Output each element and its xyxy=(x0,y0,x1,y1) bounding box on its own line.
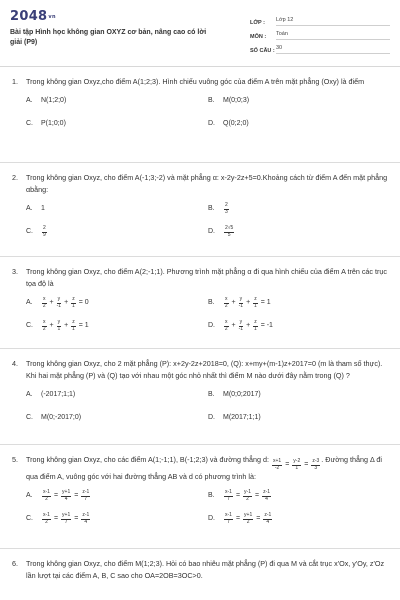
numerator: y+1 xyxy=(62,489,71,495)
denominator: -1 xyxy=(238,302,244,309)
numerator: x xyxy=(225,296,228,302)
title-line-1: Bài tập Hình học không gian OXYZ cơ bản, nâng cao có lời xyxy=(10,29,207,36)
line-d-equation xyxy=(271,459,321,471)
option-c[interactable] xyxy=(26,320,208,332)
line-equation xyxy=(223,490,272,502)
option-text: M(0;0;2017) xyxy=(223,391,261,398)
option-c[interactable] xyxy=(26,118,208,130)
answer-options xyxy=(26,297,390,332)
numerator: x-1 xyxy=(43,489,50,495)
denominator: 7 xyxy=(227,518,230,525)
denominator: 7 xyxy=(227,495,230,502)
question-text: Trong không gian Oxyz,cho điểm A(1;2;3). Hình chiếu vuông góc của điểm A trên mặt phẳng (Oxy) là điểm xyxy=(26,77,365,86)
operator: = xyxy=(74,515,79,522)
fraction xyxy=(42,490,51,502)
denominator: 9 xyxy=(43,231,46,238)
option-d[interactable] xyxy=(208,226,390,238)
fraction xyxy=(42,320,47,332)
meta-value: Toán xyxy=(276,31,390,40)
equation-rhs: = 1 xyxy=(78,322,89,329)
denominator: 4 xyxy=(64,495,68,502)
line-equation xyxy=(223,513,273,525)
numerator: z-3 xyxy=(312,458,320,464)
equation-rhs: = 0 xyxy=(78,299,89,306)
denominator: 2 xyxy=(42,325,46,332)
meta-key: MÔN : xyxy=(250,34,267,40)
fraction xyxy=(42,297,47,309)
logo-text: 2048 xyxy=(10,9,48,24)
fraction xyxy=(292,459,301,471)
option-c[interactable] xyxy=(26,412,208,424)
fraction xyxy=(272,459,282,471)
question-5 xyxy=(10,445,390,548)
option-label: D. xyxy=(208,120,215,127)
option-label: A. xyxy=(26,492,33,499)
question-1 xyxy=(10,67,390,162)
plane-equation xyxy=(41,320,91,332)
option-label: D. xyxy=(208,414,215,421)
fraction xyxy=(224,297,229,309)
operator: + xyxy=(49,322,54,329)
option-a[interactable] xyxy=(26,389,208,401)
question-number: 6. xyxy=(12,559,18,568)
denominator: 2 xyxy=(45,518,48,525)
denominator: 1 xyxy=(254,302,257,309)
option-label: B. xyxy=(208,299,215,306)
option-label: A. xyxy=(26,391,33,398)
fraction xyxy=(239,320,244,332)
numerator: y xyxy=(239,319,243,325)
fraction xyxy=(311,459,320,471)
numerator: x xyxy=(43,296,46,302)
option-label: B. xyxy=(208,97,215,104)
numerator: y+1 xyxy=(244,512,253,518)
question-3 xyxy=(10,257,390,348)
numerator: z-1 xyxy=(82,512,90,518)
question-text: Trong không gian Oxyz, cho điểm A(2;-1;1). Phương trình mặt phẳng α đi qua hình chiếu của điểm A trên các trục tọa độ là xyxy=(26,267,388,288)
option-label: B. xyxy=(208,492,215,499)
operator: + xyxy=(246,299,251,306)
option-d[interactable] xyxy=(208,412,390,424)
numerator: y+1 xyxy=(62,512,71,518)
question-text: Trong không gian Oxyz, cho điểm M(1;2;3). Hỏi có bao nhiêu mặt phẳng (P) đi qua M và cắt trục x'Ox, y'Oy, z'Oz lần lượt tại các điểm A, B, C sao cho OA=2OB=3OC>0. xyxy=(26,559,385,580)
operator: = xyxy=(235,492,241,499)
question-stem xyxy=(10,558,390,582)
option-label: D. xyxy=(208,515,215,522)
denominator: 2 xyxy=(224,302,228,309)
denominator: -1 xyxy=(238,325,244,332)
plane-equation xyxy=(41,297,91,309)
question-6 xyxy=(10,549,390,582)
denominator: 1 xyxy=(254,325,257,332)
operator: + xyxy=(246,322,251,329)
equation-rhs: = -1 xyxy=(260,322,273,329)
fraction xyxy=(71,320,76,332)
fraction xyxy=(262,490,271,502)
operator: = xyxy=(255,492,260,499)
question-number: 3. xyxy=(12,267,18,276)
answer-options xyxy=(26,95,390,130)
fraction xyxy=(239,297,244,309)
option-label: C. xyxy=(26,322,33,329)
option-text: N(1;2;0) xyxy=(41,97,67,104)
option-label: C. xyxy=(26,120,33,127)
question-text: Trong không gian Oxyz, cho 2 mặt phẳng (P): x+2y-2z+2018=0, (Q): x+my+(m-1)z+2017=0 (m là tham số thực). Khi hai mặt phẳng (P) và (Q) tạo với nhau một góc nhỏ nhất thì điểm M nào dưới đây nằm trong (Q) ? xyxy=(26,359,383,380)
operator: + xyxy=(231,299,236,306)
numerator: z xyxy=(254,296,257,302)
denominator: 7 xyxy=(64,518,68,525)
fraction xyxy=(253,297,258,309)
numerator: z xyxy=(72,319,75,325)
fraction xyxy=(243,490,252,502)
fraction xyxy=(224,490,233,502)
question-number: 5. xyxy=(12,455,18,464)
site-logo[interactable] xyxy=(10,9,250,24)
operator: + xyxy=(49,299,54,306)
numerator: 2 xyxy=(43,225,46,231)
numerator: z xyxy=(254,319,257,325)
option-label: C. xyxy=(26,515,33,522)
denominator: -2 xyxy=(274,464,280,471)
plane-equation xyxy=(223,297,273,309)
operator: + xyxy=(64,322,69,329)
option-label: A. xyxy=(26,97,33,104)
option-text: M(0;-2017;0) xyxy=(41,414,82,421)
answer-options xyxy=(26,389,390,424)
numerator: x xyxy=(43,319,46,325)
question-stem xyxy=(10,172,390,196)
option-label: B. xyxy=(208,205,215,212)
answer-options xyxy=(26,490,390,525)
option-label: D. xyxy=(208,228,215,235)
question-stem xyxy=(10,266,390,290)
option-text: 1 xyxy=(41,205,45,212)
option-text: M(0;0;3) xyxy=(223,97,250,104)
operator: = xyxy=(53,515,59,522)
question-stem xyxy=(10,358,390,382)
numerator: y-1 xyxy=(244,489,251,495)
numerator: y xyxy=(239,296,243,302)
question-text-part-2: . Đường thẳng Δ đi qua điểm A, vuông góc với hai đường thẳng AB và d có phương trình là: xyxy=(26,455,382,481)
option-text: P(1;0;0) xyxy=(41,120,66,127)
fraction xyxy=(42,513,51,525)
meta-value: 30 xyxy=(276,45,390,54)
denominator: 3 xyxy=(314,464,318,471)
option-b[interactable] xyxy=(208,490,390,502)
option-label: A. xyxy=(26,299,33,306)
option-b[interactable] xyxy=(208,389,390,401)
denominator: 3 xyxy=(225,208,228,215)
document-title xyxy=(10,28,250,48)
option-d[interactable] xyxy=(208,320,390,332)
fraction xyxy=(224,320,229,332)
numerator: z xyxy=(72,296,75,302)
operator: = xyxy=(74,492,79,499)
fraction xyxy=(224,513,233,525)
numerator: z-1 xyxy=(263,489,271,495)
denominator: 1 xyxy=(72,302,75,309)
logo-suffix: vn xyxy=(48,13,56,20)
numerator: x-1 xyxy=(225,489,232,495)
meta-value: Lớp 12 xyxy=(276,17,390,26)
denominator: 5 xyxy=(227,231,231,238)
numerator: z-1 xyxy=(264,512,272,518)
option-label: C. xyxy=(26,228,33,235)
fraction xyxy=(224,203,229,215)
fraction xyxy=(61,490,71,502)
plane-equation xyxy=(223,320,275,332)
denominator: 4 xyxy=(265,495,268,502)
question-text: Trong không gian Oxyz, cho điểm A(-1;3;-2) và mặt phẳng α: x-2y-2z+5=0.Khoảng cách từ điểm A đến mặt phẳng αbằng: xyxy=(26,173,388,194)
option-a[interactable] xyxy=(26,490,208,502)
fraction xyxy=(224,226,234,238)
fraction xyxy=(81,513,90,525)
option-b[interactable] xyxy=(208,297,390,309)
denominator: 2 xyxy=(224,325,228,332)
numerator: y-2 xyxy=(293,458,301,464)
option-a[interactable] xyxy=(26,297,208,309)
numerator: y xyxy=(57,319,61,325)
numerator: x-1 xyxy=(225,512,232,518)
fraction xyxy=(243,513,253,525)
meta-count-row xyxy=(250,40,390,54)
meta-key: SỐ CÂU : xyxy=(250,48,275,54)
fraction xyxy=(81,490,90,502)
option-text: (-2017;1;1) xyxy=(41,391,76,398)
denominator: 7 xyxy=(84,495,88,502)
numerator: 2 xyxy=(225,202,228,208)
fraction xyxy=(57,297,62,309)
option-c[interactable] xyxy=(26,513,208,525)
equation-rhs: = 1 xyxy=(260,299,271,306)
option-label: D. xyxy=(208,322,215,329)
operator: + xyxy=(64,299,69,306)
meta-subject-row xyxy=(250,26,390,40)
option-c[interactable] xyxy=(26,226,208,238)
operator: + xyxy=(231,322,236,329)
option-text: Q(0;2;0) xyxy=(223,120,249,127)
question-number: 2. xyxy=(12,173,18,182)
option-b[interactable] xyxy=(208,203,390,215)
denominator: 1 xyxy=(57,325,61,332)
question-stem xyxy=(10,76,390,88)
operator: = xyxy=(53,492,59,499)
denominator: 2 xyxy=(246,518,250,525)
fraction xyxy=(57,320,62,332)
numerator: z-1 xyxy=(82,489,90,495)
denominator: 4 xyxy=(266,518,270,525)
question-number: 4. xyxy=(12,359,18,368)
question-number: 1. xyxy=(12,77,18,86)
denominator: 1 xyxy=(72,325,75,332)
operator: = xyxy=(304,461,309,468)
fraction xyxy=(263,513,272,525)
option-a[interactable] xyxy=(26,95,208,107)
meta-class-row xyxy=(250,12,390,26)
option-label: C. xyxy=(26,414,33,421)
question-2 xyxy=(10,163,390,256)
denominator: 4 xyxy=(84,518,88,525)
numerator: 2√5 xyxy=(225,225,234,231)
question-stem xyxy=(10,454,390,483)
operator: = xyxy=(235,515,241,522)
fraction xyxy=(42,226,47,238)
denominator: 1 xyxy=(295,464,299,471)
question-text-part-1: Trong không gian Oxyz, cho các điểm A(1;-1;1), B(-1;2;3) và đường thẳng d: xyxy=(26,455,269,464)
denominator: 2 xyxy=(42,302,46,309)
numerator: x-1 xyxy=(43,512,50,518)
meta-info xyxy=(250,12,390,66)
numerator: x+1 xyxy=(272,458,282,464)
operator: = xyxy=(285,461,290,468)
fraction xyxy=(253,320,258,332)
answer-options xyxy=(26,203,390,238)
fraction xyxy=(71,297,76,309)
denominator: 2 xyxy=(246,495,249,502)
option-d[interactable] xyxy=(208,513,390,525)
meta-key: LỚP : xyxy=(250,20,265,26)
numerator: x xyxy=(225,319,228,325)
fraction xyxy=(61,513,71,525)
option-b[interactable] xyxy=(208,95,390,107)
option-text: M(2017;1;1) xyxy=(223,414,261,421)
denominator: -1 xyxy=(56,302,62,309)
operator: = xyxy=(256,515,261,522)
denominator: 2 xyxy=(45,495,48,502)
option-a[interactable] xyxy=(26,203,208,215)
option-d[interactable] xyxy=(208,118,390,130)
title-line-2: giải (P9) xyxy=(10,39,38,46)
option-label: B. xyxy=(208,391,215,398)
header-left xyxy=(10,9,250,66)
question-4 xyxy=(10,349,390,444)
question-text xyxy=(26,454,390,483)
header xyxy=(10,0,390,66)
line-equation xyxy=(41,490,91,502)
numerator: y xyxy=(57,296,61,302)
line-equation xyxy=(41,513,91,525)
option-label: A. xyxy=(26,205,33,212)
